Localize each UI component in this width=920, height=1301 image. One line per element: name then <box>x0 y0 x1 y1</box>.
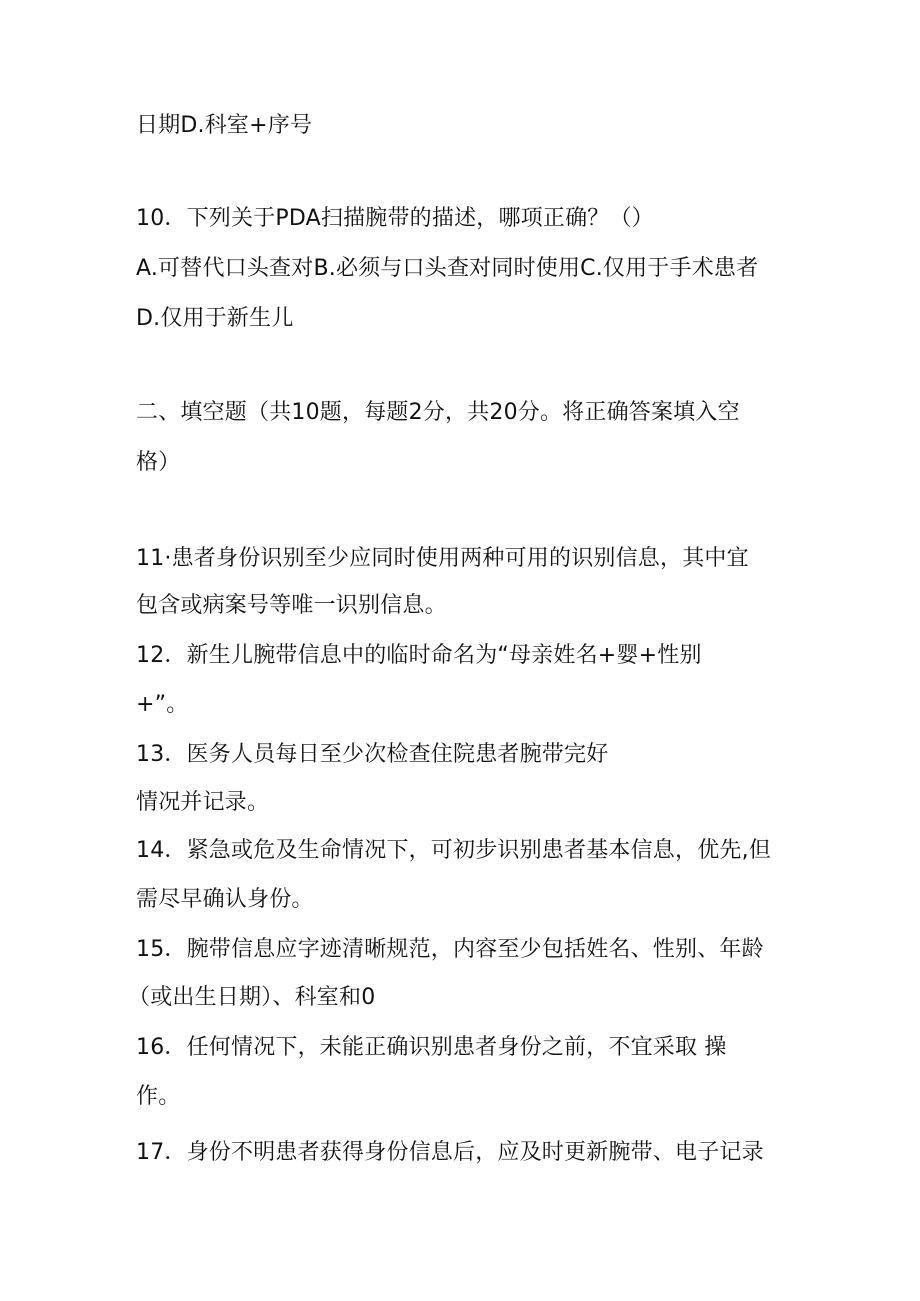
question-15-line-2: （或出生日期）、科室和0 <box>128 985 376 1010</box>
section-2-heading-line-2: 格） <box>136 450 181 475</box>
question-10-options-line-2: D.仅用于新生儿 <box>136 306 294 331</box>
section-2-heading-line-1: 二、填空题（共10题，每题2分，共20分。将正确答案填入空 <box>136 400 740 425</box>
question-10-options-line-1: A.可替代口头查对B.必须与口头查对同时使用C.仅用于手术患者 <box>136 256 759 281</box>
question-16-line-1: 16．任何情况下，未能正确识别患者身份之前，不宜采取 操 <box>136 1035 727 1060</box>
question-15-line-1: 15．腕带信息应字迹清晰规范，内容至少包括姓名、性别、年龄 <box>136 937 764 962</box>
question-10-stem: 10．下列关于PDA扫描腕带的描述，哪项正确？（） <box>136 206 654 231</box>
question-12-line-2: +”。 <box>136 692 189 717</box>
question-13-line-2: 情况并记录。 <box>136 790 270 815</box>
question-12-line-1: 12．新生儿腕带信息中的临时命名为“母亲姓名+婴+性别 <box>136 643 702 668</box>
previous-question-option-fragment: 日期D.科室+序号 <box>136 113 313 138</box>
question-17-line-1: 17．身份不明患者获得身份信息后，应及时更新腕带、电子记录 <box>136 1140 764 1165</box>
question-14-line-1: 14．紧急或危及生命情况下，可初步识别患者基本信息，优先,但 <box>136 838 771 863</box>
question-14-line-2: 需尽早确认身份。 <box>136 887 314 912</box>
question-11-line-2: 包含或病案号等唯一识别信息。 <box>136 593 447 618</box>
question-16-line-2: 作。 <box>136 1084 181 1109</box>
question-13-line-1: 13．医务人员每日至少次检查住院患者腕带完好 <box>136 742 609 767</box>
question-11-line-1: 11·患者身份识别至少应同时使用两种可用的识别信息，其中宜 <box>136 546 749 571</box>
